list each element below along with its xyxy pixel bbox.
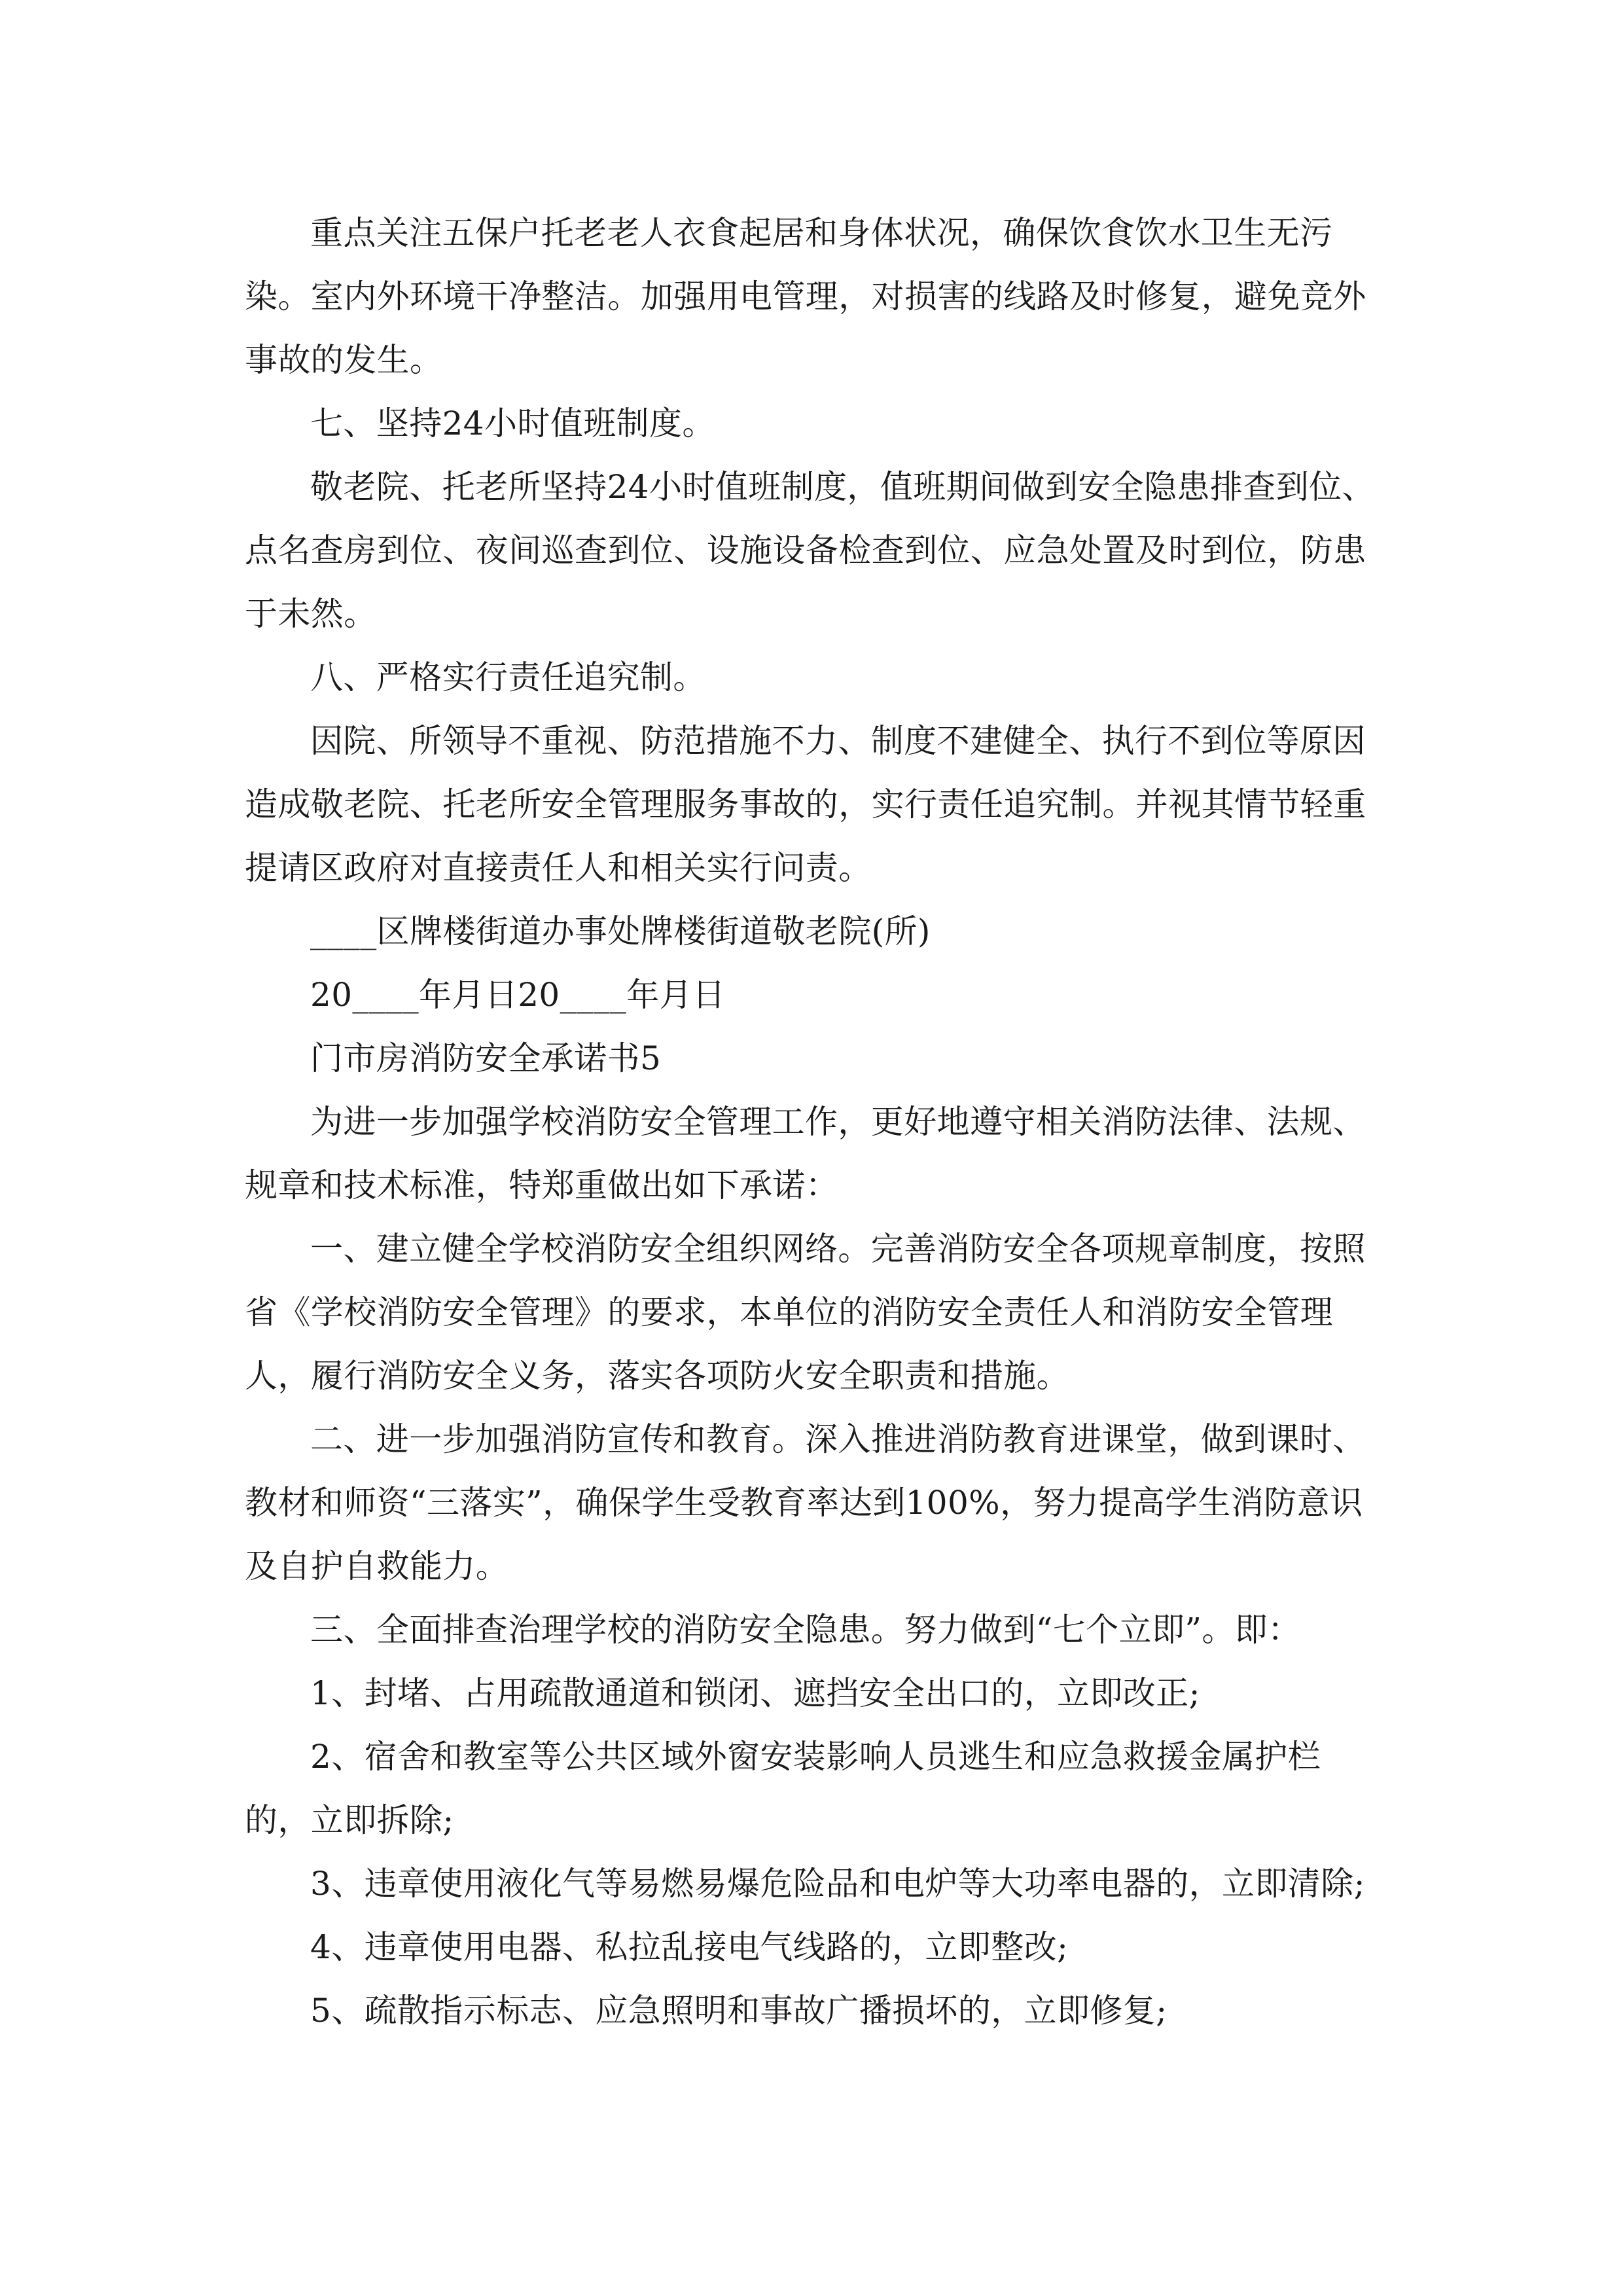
paragraph: 因院、所领导不重视、防范措施不力、制度不建健全、执行不到位等原因造成敬老院、托老所安全管理服务事故的，实行责任追究制。并视其情节轻重提请区政府对直接责任人和相关实行问责。 bbox=[245, 722, 1366, 887]
list-item: 4、违章使用电器、私拉乱接电气线路的，立即整改; bbox=[310, 1928, 1069, 1966]
document-body bbox=[245, 202, 1383, 2043]
section-heading: 七、坚持24小时值班制度。 bbox=[310, 404, 715, 442]
date-line: 20____年月日20____年月日 bbox=[310, 976, 726, 1014]
paragraph: 重点关注五保户托老老人衣食起居和身体状况，确保饮食饮水卫生无污染。室内外环境干净整洁。加强用电管理，对损害的线路及时修复，避免竞外事故的发生。 bbox=[245, 214, 1366, 379]
signature-line: ____区牌楼街道办事处牌楼街道敬老院(所) bbox=[310, 912, 931, 950]
section-heading: 八、严格实行责任追究制。 bbox=[310, 658, 706, 696]
document-title: 门市房消防安全承诺书5 bbox=[310, 1039, 662, 1077]
list-item: 2、宿舍和教室等公共区域外窗安装影响人员逃生和应急救援金属护栏的，立即拆除; bbox=[245, 1738, 1321, 1839]
list-item: 5、疏散指示标志、应急照明和事故广播损坏的，立即修复; bbox=[310, 1992, 1168, 2030]
paragraph: 敬老院、托老所坚持24小时值班制度，值班期间做到安全隐患排查到位、点名查房到位、夜间巡查到位、设施设备检查到位、应急处置及时到位，防患于未然。 bbox=[245, 468, 1375, 633]
list-item: 1、封堵、占用疏散通道和锁闭、遮挡安全出口的，立即改正; bbox=[310, 1674, 1200, 1712]
list-item: 3、违章使用液化气等易燃易爆危险品和电炉等大功率电器的，立即清除; bbox=[310, 1865, 1365, 1903]
paragraph: 三、全面排查治理学校的消防安全隐患。努力做到“七个立即”。即： bbox=[310, 1611, 1301, 1649]
paragraph: 为进一步加强学校消防安全管理工作，更好地遵守相关消防法律、法规、规章和技术标准，特郑重做出如下承诺： bbox=[245, 1103, 1366, 1204]
paragraph: 二、进一步加强消防宣传和教育。深入推进消防教育进课堂，做到课时、教材和师资“三落实”，确保学生受教育率达到100%，努力提高学生消防意识及自护自救能力。 bbox=[245, 1420, 1366, 1585]
paragraph: 一、建立健全学校消防安全组织网络。完善消防安全各项规章制度，按照省《学校消防安全管理》的要求，本单位的消防安全责任人和消防安全管理人，履行消防安全义务，落实各项防火安全职责和措施。 bbox=[245, 1230, 1366, 1395]
